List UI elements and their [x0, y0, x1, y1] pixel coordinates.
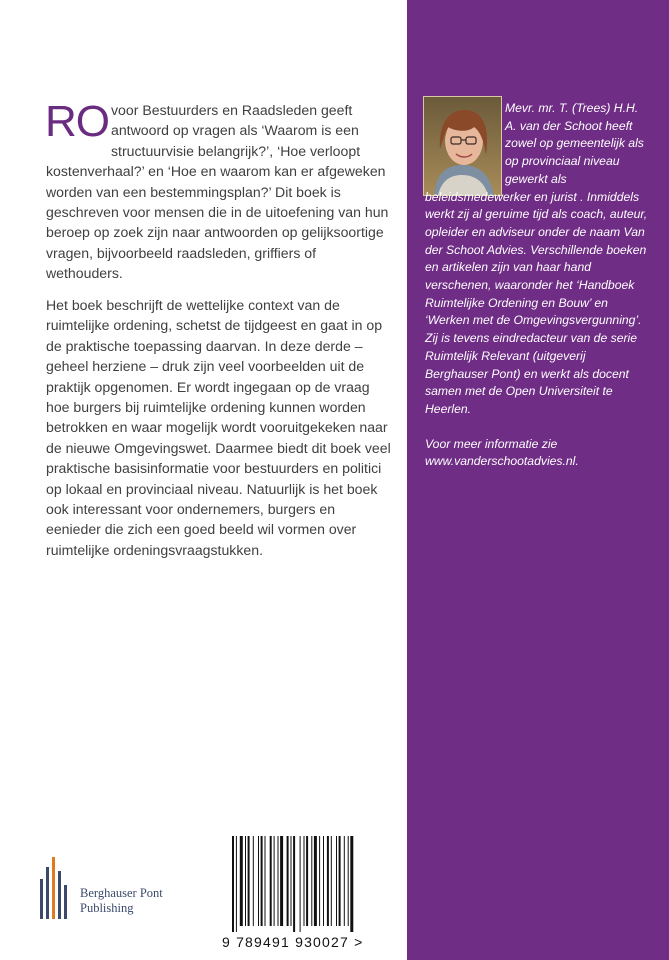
barcode-bar [253, 836, 254, 926]
author-bio-text: Mevr. mr. T. (Trees) H.H. A. van der Schoot heeft zowel op gemeentelijk als op provinciaal niveau gewerkt als beleidsmedewerker en jurist . Inmiddels werkt zij al geruime tijd als coach, auteur, opleider en adviseur onder de naam Van der Schoot Advies. Verschillende boeken en artikelen zijn van haar hand verschenen, waaronder het ‘Handboek Ruimtelijke Ordening en Bouw’ en ‘Werken met de Omgevingsvergunning’. Zij is tevens eindredacteur van de serie Ruimtelijk Relevant (uitgeverij Berghauser Pont) en werkt als docent samen met de Open Universiteit te Heerlen. [425, 101, 648, 416]
isbn-barcode [222, 836, 392, 954]
barcode-bar [348, 836, 349, 926]
isbn-number: 9 789491 930027 > [222, 934, 364, 950]
publisher-name-line2: Publishing [80, 901, 134, 915]
barcode-bar [293, 836, 295, 932]
barcode-bar [245, 836, 246, 926]
barcode-bar [331, 836, 332, 926]
barcode-bar [314, 836, 317, 926]
right-author-panel [407, 0, 669, 960]
barcode-bar [274, 836, 275, 926]
barcode-bars [222, 836, 392, 932]
intro-text: voor Bestuurders en Raadsleden geeft antwoord op vragen als ‘Waarom is een structuurvisie belangrijk?’, ‘Hoe verloopt kostenverhaal?’ en ‘Hoe en waarom kan er afgeweken worden van een bestemmingsplan?’ Dit boek is geschreven voor mensen die in de uitoefening van hun beroep op zoek zijn naar antwoorden op gelijksoortige vragen, bijvoorbeeld raadsleden, griffiers of wethouders. [46, 102, 389, 282]
barcode-bar [300, 836, 301, 932]
barcode-bar [232, 836, 234, 932]
barcode-bar [344, 836, 345, 926]
barcode-bar [287, 836, 289, 926]
intro-paragraph [45, 97, 391, 284]
barcode-bar [291, 836, 292, 926]
barcode-bar [306, 836, 308, 926]
barcode-bar [311, 836, 312, 926]
barcode-bar [248, 836, 250, 926]
barcode-bar [236, 836, 237, 932]
barcode-bar [270, 836, 272, 926]
author-bio [425, 100, 651, 488]
body-paragraph: Het boek beschrijft de wettelijke context van de ruimtelijke ordening, schetst de tijdgeest en gaat in op de praktische toepassing daarvan. In deze derde – geheel herziene – druk zijn veel voorbeelden uit de praktijk opgenomen. Er wordt ingegaan op de vraag hoe burgers bij ruimtelijke ordening kunnen worden betrokken en waar mogelijk wordt vooruitgekeken naar de nieuwe Omgevingswet. Daarmee biedt dit boek veel praktische basisinformatie voor bestuurders en politici op lokaal en provinciaal niveau. Natuurlijk is het boek ook interessant voor ondernemers, burgers en eenieder die zich een goed beeld wil vormen over ruimtelijke ordeningsvraagstukken. [46, 297, 391, 558]
barcode-bar [304, 836, 305, 926]
barcode-bar [339, 836, 341, 926]
barcode-bar [240, 836, 243, 926]
dropcap: RO [45, 97, 109, 146]
barcode-bar [261, 836, 263, 926]
barcode-bar [327, 836, 329, 926]
barcode-bar [336, 836, 337, 926]
barcode-bar [278, 836, 279, 926]
publisher-name [80, 886, 163, 916]
barcode-bar [350, 836, 353, 932]
more-info-text: Voor meer informatie zie www.vanderschootadvies.nl. [425, 436, 579, 469]
barcode-bar [280, 836, 283, 926]
publisher-name-line1: Berghauser Pont [80, 886, 163, 900]
barcode-bar [323, 836, 324, 926]
barcode-bar [319, 836, 320, 926]
publisher-logo [40, 852, 190, 922]
barcode-bar [265, 836, 266, 926]
publisher-logo-icon [40, 857, 72, 919]
barcode-bar [258, 836, 259, 926]
